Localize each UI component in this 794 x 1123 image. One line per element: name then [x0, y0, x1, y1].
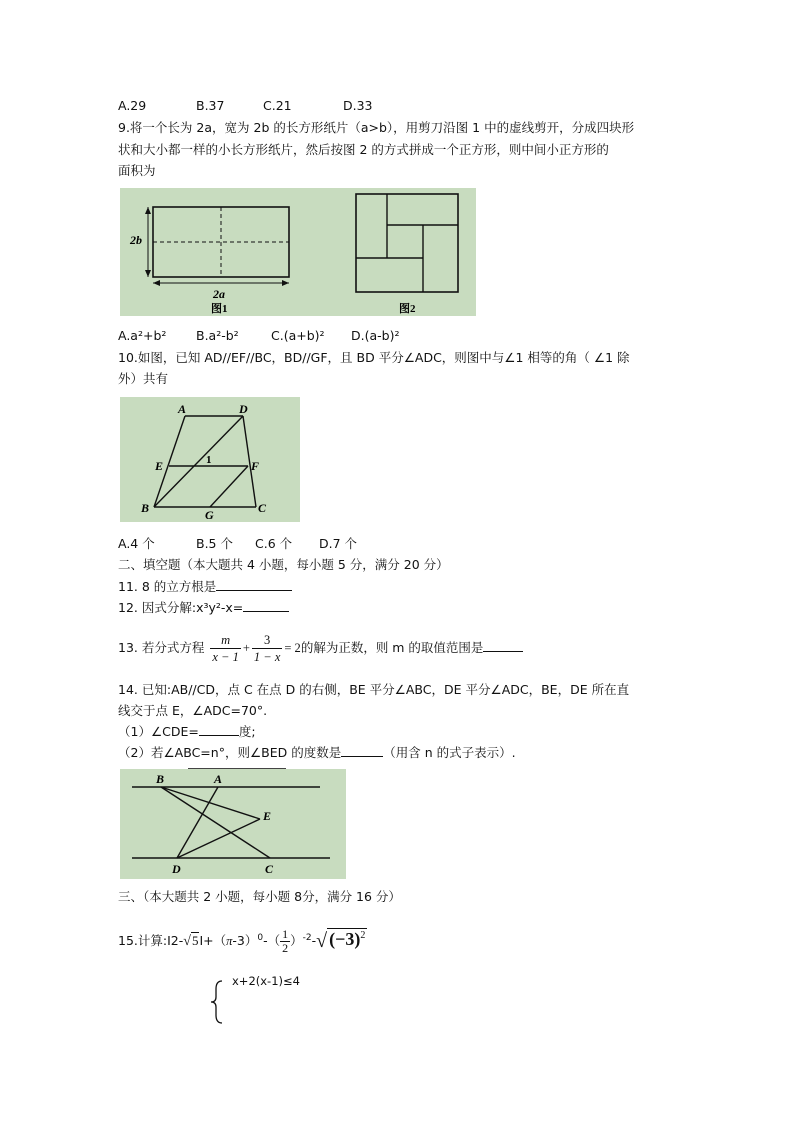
q9-option-a: A.a²+b²: [118, 328, 167, 343]
q13-fraction-2-den: 1 − x: [253, 650, 281, 664]
fig1-arrowhead-up: [145, 207, 151, 214]
q9-line-3: 面积为: [118, 163, 156, 178]
q15-fraction: [280, 928, 290, 955]
q15-prefix: 15.计算:I2-: [118, 933, 184, 948]
q15-big-radicand: [327, 928, 367, 949]
q14-label-A: A: [214, 772, 223, 786]
q15-part-2: I+（: [199, 933, 227, 948]
q11: [118, 578, 292, 596]
q15-part-4: -（: [263, 933, 281, 948]
q10-line-2: 外）共有: [118, 371, 169, 386]
q14-part-2-suffix: （用含 n 的式子表示）.: [383, 745, 516, 760]
q15-part-3: -3）: [232, 933, 258, 948]
q10-option-c: C.6 个: [255, 536, 293, 551]
q14-part-1-suffix: 度;: [238, 724, 256, 739]
q10-option-d: D.7 个: [319, 536, 358, 551]
q14-label-E: E: [263, 809, 272, 823]
q15-part-6: -: [311, 933, 317, 948]
q14-label-D: D: [172, 862, 181, 876]
q14-figure: [120, 769, 346, 879]
q13-fraction-1: [210, 632, 240, 665]
q14-part-2-blank: [341, 744, 383, 757]
q13-prefix: 13. 若分式方程: [118, 640, 205, 655]
fig2-square: [356, 194, 458, 292]
q8-option-b: B.37: [196, 98, 225, 113]
q14-label-C: C: [265, 862, 274, 876]
q13: [118, 629, 523, 669]
q11-answer-blank: [216, 578, 292, 591]
fig2-caption: 图2: [399, 303, 416, 315]
q13-fraction-1-den: x − 1: [212, 650, 239, 664]
q15-fraction-num: 1: [282, 927, 289, 941]
section-2-heading: 二、填空题（本大题共 4 小题，每小题 5 分，满分 20 分）: [118, 557, 449, 572]
q15-big-radicand-exponent: 2: [360, 930, 366, 941]
fig1-height-label: 2b: [130, 233, 142, 247]
q10-label-D: D: [239, 402, 248, 416]
q14-part-1-blank: [199, 723, 239, 736]
section-3-heading: 三、（本大题共 2 小题，每小题 8分，满分 16 分）: [118, 889, 401, 904]
q10-line-1: 10.如图，已知 AD//EF//BC，BD//GF，且 BD 平分∠ADC，则图中与∠1 相等的角（ ∠1 除: [118, 350, 630, 365]
q14-segment-AD: [177, 787, 218, 858]
q10-segment-GF: [210, 466, 248, 507]
q15-exponent-neg2: -2: [302, 932, 312, 943]
q15-big-radical-sign: √: [316, 930, 328, 952]
q16-inequality-1: x+2(x-1)≤4: [232, 974, 300, 988]
q15: [118, 924, 367, 955]
q10-figure: [120, 397, 300, 522]
fig1-width-label: 2a: [213, 287, 225, 301]
q10-segment-BD: [154, 416, 243, 507]
q8-option-d: D.33: [343, 98, 373, 113]
q9-option-c: C.(a+b)²: [271, 328, 325, 343]
q12-answer-blank: [243, 599, 289, 612]
fig1-arrowhead-left: [153, 280, 160, 286]
q13-fraction-1-num: m: [210, 632, 240, 649]
q14-part-2: [118, 744, 516, 762]
q10-option-a: A.4 个: [118, 536, 155, 551]
q10-option-b: B.5 个: [196, 536, 233, 551]
q15-big-radicand-inner: (−3): [329, 929, 361, 949]
q13-answer-blank: [483, 639, 523, 652]
q14-part-1-prefix: （1）∠CDE=: [118, 724, 199, 739]
q10-label-E: E: [155, 459, 164, 473]
q14-figure-svg: [120, 769, 346, 879]
q13-plus: +: [242, 641, 250, 655]
q15-fraction-den: 2: [282, 941, 289, 955]
q14-segment-BE: [161, 787, 260, 819]
fig1-arrowhead-down: [145, 270, 151, 277]
q9-option-b: B.a²-b²: [196, 328, 239, 343]
q9-line-2: 状和大小都一样的小长方形纸片，然后按图 2 的方式拼成一个正方形，则中间小正方形的: [118, 142, 609, 157]
q15-pi: π: [226, 934, 233, 948]
q9-option-d: D.(a-b)²: [351, 328, 400, 343]
fig1-caption: 图1: [211, 303, 228, 315]
q12-text: 12. 因式分解:x³y²-x=: [118, 600, 244, 615]
q15-radical-sign: √: [183, 934, 191, 949]
q9-line-1: 9.将一个长为 2a，宽为 2b 的长方形纸片（a>b），用剪刀沿图 1 中的虚线剪开，分成四块形: [118, 120, 635, 135]
q14-part-1: [118, 723, 256, 741]
q10-label-C: C: [258, 501, 267, 515]
q11-text: 11. 8 的立方根是: [118, 579, 217, 594]
q13-fraction-2: [252, 632, 282, 665]
q15-exponent-0: 0: [257, 932, 264, 943]
q16-system-brace: [208, 979, 228, 1025]
q15-radicand: 5: [191, 933, 199, 948]
q8-option-a: A.29: [118, 98, 147, 113]
q9-figure-svg: [120, 188, 476, 316]
q13-equals: = 2: [284, 641, 301, 655]
fig1-arrowhead-right: [282, 280, 289, 286]
q8-option-c: C.21: [263, 98, 292, 113]
q16-brace-path: [211, 981, 222, 1023]
q14-label-B: B: [156, 772, 165, 786]
q10-label-F: F: [251, 459, 260, 473]
q14-part-2-prefix: （2）若∠ABC=n°，则∠BED 的度数是: [118, 745, 342, 760]
q10-figure-svg: [120, 397, 300, 522]
q9-figure: [120, 188, 476, 316]
q13-fraction-2-num: 3: [252, 632, 282, 649]
q15-part-5: ）: [290, 933, 303, 948]
q14-line-1: 14. 已知:AB//CD，点 C 在点 D 的右侧，BE 平分∠ABC，DE 平分∠ADC，BE，DE 所在直: [118, 682, 630, 697]
q10-label-G: G: [205, 508, 214, 522]
q14-line-2: 线交于点 E，∠ADC=70°.: [118, 703, 268, 718]
q10-label-B: B: [141, 501, 150, 515]
q12: [118, 599, 289, 617]
q13-suffix: 的解为正数，则 m 的取值范围是: [300, 640, 484, 655]
q10-label-A: A: [178, 402, 187, 416]
q10-angle-1-label: 1: [206, 454, 212, 466]
